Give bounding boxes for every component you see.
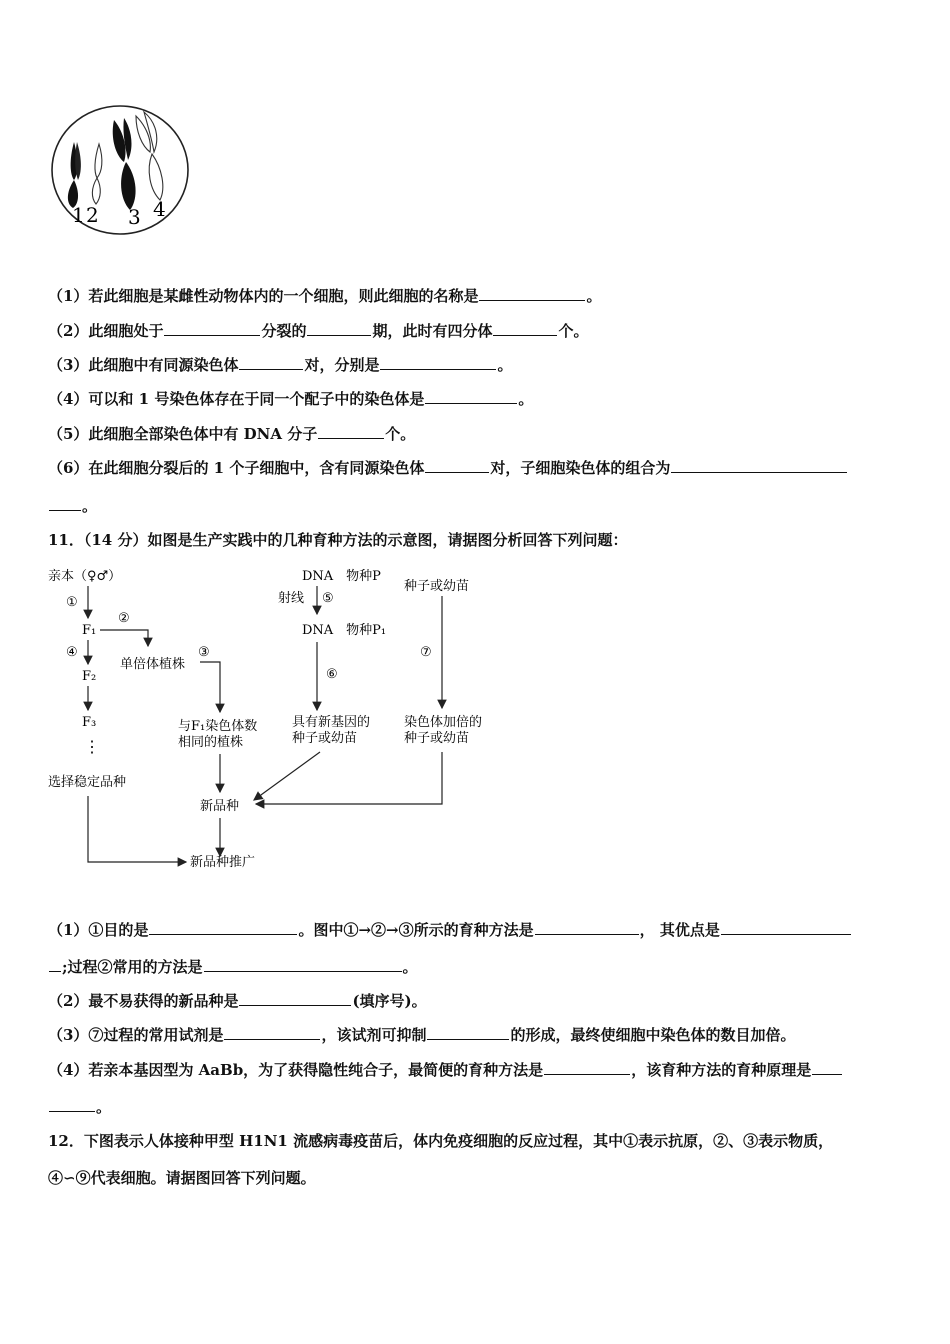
answer-blank[interactable] (49, 1097, 95, 1112)
q10-5-end: 个。 (385, 425, 416, 443)
answer-blank[interactable] (493, 321, 557, 336)
answer-blank[interactable] (544, 1060, 630, 1075)
answer-blank[interactable] (149, 920, 297, 935)
answer-blank[interactable] (49, 496, 81, 511)
doubled-line-2: 种子或幼苗 (404, 731, 470, 746)
q10-6-text: （6）在此细胞分裂后的 1 个子细胞中，含有同源染色体 (48, 459, 425, 477)
answer-blank[interactable] (425, 458, 489, 473)
answer-blank[interactable] (307, 321, 371, 336)
new-gene-line-1: 具有新基因的 (292, 715, 371, 730)
haploid-label: 单倍体植株 (120, 657, 186, 672)
q11-2-end: (填序号)。 (352, 992, 427, 1010)
arrow-select-promote (88, 796, 186, 862)
arrow-3 (200, 662, 220, 712)
q10-6-text-b: 对，子细胞染色体的组合为 (490, 459, 671, 477)
q12-text-2: ④∽⑨代表细胞。请据图回答下列问题。 (48, 1169, 316, 1187)
chromosome-3-icon (113, 118, 136, 210)
q10-2-text: （2）此细胞处于 (48, 322, 164, 340)
q10-6-end: 。 (82, 497, 98, 515)
q10-3-text: （3）此细胞中有同源染色体 (48, 356, 239, 374)
arrow-2 (100, 630, 148, 646)
new-variety-label: 新品种 (200, 799, 240, 814)
answer-blank[interactable] (427, 1025, 509, 1040)
q11-1-text-d: ;过程②常用的方法是 (62, 958, 203, 976)
q11-1-end: 。 (402, 958, 418, 976)
step-6-label: ⑥ (326, 667, 338, 682)
step-1-label: ① (66, 595, 78, 610)
answer-blank[interactable] (164, 321, 260, 336)
continuation-dots: ⋮ (84, 737, 100, 756)
answer-blank[interactable] (239, 991, 351, 1006)
answer-blank[interactable] (239, 355, 303, 370)
answer-blank[interactable] (49, 957, 61, 972)
cell-chromosome-figure (44, 100, 194, 240)
breeding-diagram (40, 562, 520, 882)
q11-4-text-b: ，该育种方法的育种原理是 (631, 1061, 812, 1079)
promote-label: 新品种推广 (190, 855, 256, 870)
answer-blank[interactable] (535, 920, 639, 935)
q11-1-text-b: 。图中①→②→③所示的育种方法是 (298, 921, 534, 939)
q10-line-1 (48, 286, 601, 306)
chromosome-1-icon (68, 142, 81, 208)
q10-line-3 (48, 355, 512, 375)
q10-1-text: （1）若此细胞是某雌性动物体内的一个细胞，则此细胞的名称是 (48, 287, 479, 305)
answer-blank[interactable] (204, 957, 402, 972)
q10-line-4 (48, 389, 533, 409)
q10-4-text: （4）可以和 1 号染色体存在于同一个配子中的染色体是 (48, 390, 425, 408)
step-3-label: ③ (198, 645, 210, 660)
q10-2-text-c: 期，此时有四分体 (372, 322, 493, 340)
dna-p-label: DNA 物种P (302, 569, 381, 584)
q10-3-text-b: 对，分别是 (304, 356, 380, 374)
q12-line-1 (48, 1131, 833, 1151)
q11-2-text: （2）最不易获得的新品种是 (48, 992, 239, 1010)
q11-header (48, 530, 627, 550)
q11-4-text: （4）若亲本基因型为 AaBb，为了获得隐性纯合子，最简便的育种方法是 (48, 1061, 544, 1079)
q11-3-text: （3）⑦过程的常用试剂是 (48, 1026, 224, 1044)
step-7-label: ⑦ (420, 645, 432, 660)
q10-2-text-b: 分裂的 (261, 322, 307, 340)
step-4-label: ④ (66, 645, 78, 660)
answer-blank[interactable] (671, 458, 847, 473)
new-gene-line-2: 种子或幼苗 (292, 731, 358, 746)
arrow-mutation-to-new (254, 752, 320, 800)
same-chromosome-line-2: 相同的植株 (178, 735, 244, 750)
chromosome-label-3: 3 (128, 205, 141, 229)
q12-text-1: 12．下图表示人体接种甲型 H1N1 流感病毒疫苗后，体内免疫细胞的反应过程，其中①表示抗原，②、③表示物质， (48, 1132, 834, 1150)
q11-1-text: （1）①目的是 (48, 921, 149, 939)
q11-1-text-c: ， 其优点是 (639, 921, 720, 939)
answer-blank[interactable] (318, 424, 384, 439)
seed-label: 种子或幼苗 (404, 579, 470, 594)
f3-label: F₃ (82, 715, 97, 730)
answer-blank[interactable] (425, 389, 517, 404)
chromosome-label-2: 2 (86, 203, 99, 227)
q10-5-text: （5）此细胞全部染色体中有 DNA 分子 (48, 425, 318, 443)
chromosome-label-4: 4 (153, 197, 166, 221)
radiation-label: 射线 (278, 591, 305, 606)
q10-1-end: 。 (586, 287, 602, 305)
chromosome-2-icon (92, 144, 102, 204)
q11-line-6 (48, 1097, 111, 1117)
q10-4-end: 。 (518, 390, 534, 408)
step-5-label: ⑤ (322, 591, 334, 606)
q11-4-end: 。 (96, 1098, 112, 1116)
q11-3-text-b: ，该试剂可抑制 (321, 1026, 427, 1044)
q10-line-7 (48, 496, 97, 516)
f2-label: F₂ (82, 669, 97, 684)
step-2-label: ② (118, 611, 130, 626)
chromosome-4-icon (136, 112, 163, 200)
q11-line-1 (48, 920, 852, 940)
answer-blank[interactable] (479, 286, 585, 301)
q10-3-end: 。 (497, 356, 513, 374)
doubled-line-1: 染色体加倍的 (404, 715, 483, 730)
same-chromosome-line-1: 与F₁染色体数 (178, 719, 258, 734)
answer-blank[interactable] (380, 355, 496, 370)
q11-line-2 (48, 957, 418, 977)
q10-line-5 (48, 424, 415, 444)
select-stable-label: 选择稳定品种 (48, 775, 127, 790)
q10-line-6 (48, 458, 848, 478)
f1-label: F₁ (82, 623, 97, 638)
chromosome-label-1: 1 (72, 203, 85, 227)
q10-2-end: 个。 (558, 322, 589, 340)
q10-line-2 (48, 321, 589, 341)
q12-line-2 (48, 1168, 316, 1188)
q11-3-end: 的形成，最终使细胞中染色体的数目加倍。 (510, 1026, 796, 1044)
answer-blank[interactable] (721, 920, 851, 935)
q11-line-4 (48, 1025, 795, 1045)
q11-line-5 (48, 1060, 843, 1080)
q11-line-3 (48, 991, 427, 1011)
answer-blank[interactable] (224, 1025, 320, 1040)
q11-header-text: 11．（14 分）如图是生产实践中的几种育种方法的示意图，请据图分析回答下列问题： (48, 531, 628, 549)
parent-label: 亲本（♀♂） (48, 569, 122, 584)
answer-blank[interactable] (812, 1060, 842, 1075)
dna-p1-label: DNA 物种P₁ (302, 623, 387, 638)
